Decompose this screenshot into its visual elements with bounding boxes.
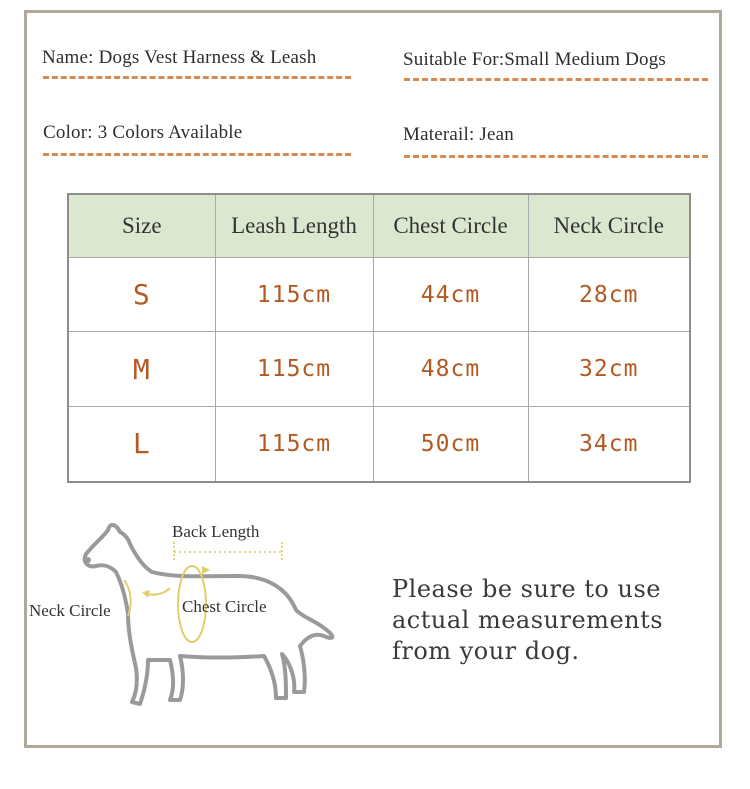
header-leash-length: Leash Length [215,194,373,258]
suitable-for: Suitable For:Small Medium Dogs [403,49,667,70]
header-chest-circle: Chest Circle [373,194,528,258]
color-info: Color: 3 Colors Available [43,122,243,143]
size-cell: M [68,332,215,406]
header-neck-circle: Neck Circle [528,194,690,258]
chest-circle-cell: 48cm [373,332,528,406]
suitable-underline [404,78,708,81]
measurement-note: Please be sure to use actual measurements from your dog. [392,575,664,665]
neck-circle-cell: 28cm [528,258,690,332]
header-size: Size [68,194,215,258]
chest-circle-label: Chest Circle [182,597,267,616]
leash-length-cell: 115cm [215,406,373,482]
size-cell: L [68,406,215,482]
size-cell: S [68,258,215,332]
chest-circle-cell: 44cm [373,258,528,332]
material-underline [404,155,708,158]
material-info: Materail: Jean [403,124,514,145]
table-row [68,406,690,482]
leash-length-cell: 115cm [215,332,373,406]
size-table [67,193,691,483]
color-underline [43,153,351,156]
product-name: Name: Dogs Vest Harness & Leash [42,47,317,68]
leash-length-cell: 115cm [215,258,373,332]
back-length-label: Back Length [172,522,260,541]
chest-arrow-head [202,566,210,574]
table-row [68,332,690,406]
neck-circle-cell: 34cm [528,406,690,482]
table-header-row [68,194,690,258]
neck-arrow-head [142,590,150,598]
chest-circle-cell: 50cm [373,406,528,482]
neck-circle-label: Neck Circle [29,601,111,620]
dog-nose [85,557,91,563]
name-underline [43,76,351,79]
table-row [68,258,690,332]
neck-circle-cell: 32cm [528,332,690,406]
